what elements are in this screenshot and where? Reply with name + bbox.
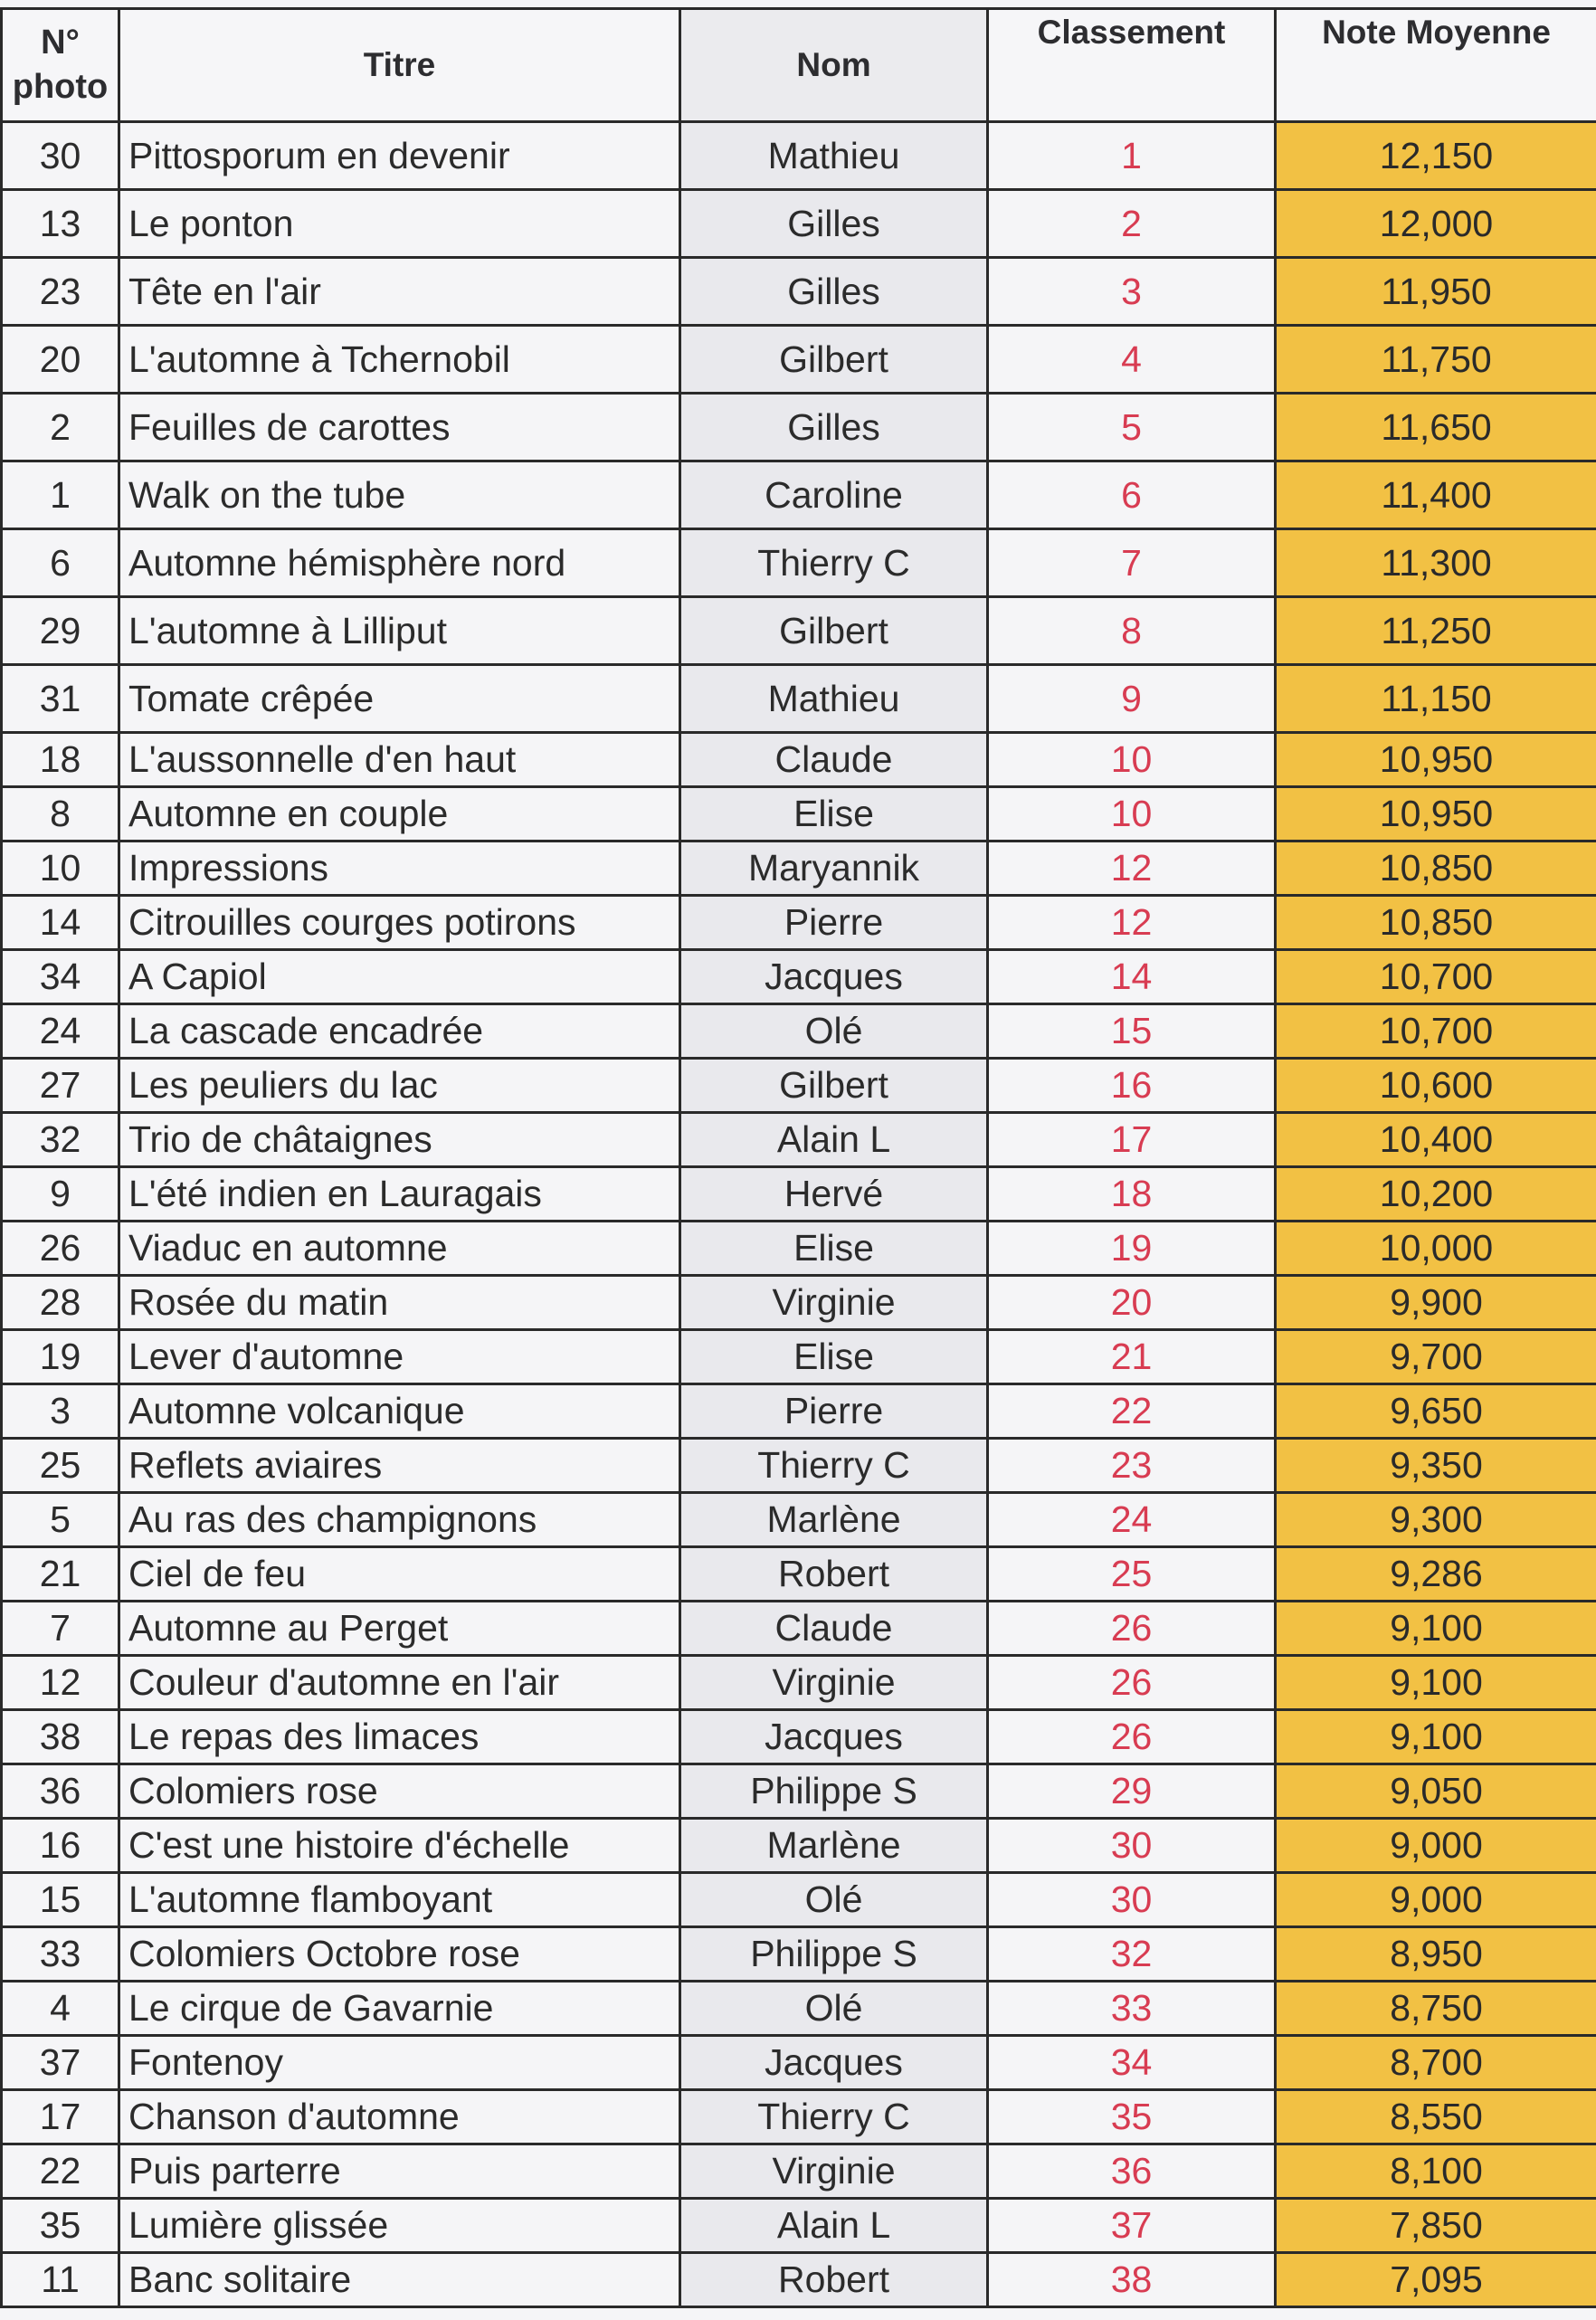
table-row [2,1764,1596,1819]
title-cell: Impressions [119,841,680,896]
table-row [2,394,1596,461]
average-score-cell: 9,100 [1276,1602,1596,1656]
rank-cell: 7 [988,529,1276,597]
average-score-cell: 11,150 [1276,665,1596,733]
name-cell: Elise [680,787,988,841]
average-score-cell: 12,000 [1276,190,1596,258]
header-photo-number-line1: N° [41,24,80,62]
rank-cell: 9 [988,665,1276,733]
title-cell: Viaduc en automne [119,1222,680,1276]
photo-number-cell: 21 [2,1547,119,1602]
average-score-cell: 10,950 [1276,733,1596,787]
name-cell: Philippe S [680,1764,988,1819]
table-row [2,529,1596,597]
table-row [2,190,1596,258]
title-cell: Le ponton [119,190,680,258]
table-row [2,1927,1596,1982]
title-cell: Fontenoy [119,2036,680,2090]
name-cell: Alain L [680,1113,988,1167]
average-score-cell: 10,000 [1276,1222,1596,1276]
name-cell: Marlène [680,1493,988,1547]
name-cell: Gilbert [680,597,988,665]
table-row [2,896,1596,950]
average-score-cell: 11,300 [1276,529,1596,597]
average-score-cell: 10,950 [1276,787,1596,841]
average-score-cell: 7,850 [1276,2199,1596,2253]
table-row [2,1276,1596,1330]
table-row [2,1384,1596,1439]
name-cell: Pierre [680,1384,988,1439]
name-cell: Virginie [680,2144,988,2199]
name-cell: Thierry C [680,1439,988,1493]
rank-cell: 3 [988,258,1276,326]
photo-number-cell: 1 [2,461,119,529]
name-cell: Robert [680,2253,988,2307]
photo-number-cell: 3 [2,1384,119,1439]
rank-cell: 37 [988,2199,1276,2253]
title-cell: Rosée du matin [119,1276,680,1330]
photo-number-cell: 5 [2,1493,119,1547]
rank-cell: 20 [988,1276,1276,1330]
rank-cell: 29 [988,1764,1276,1819]
rank-cell: 16 [988,1059,1276,1113]
rank-cell: 23 [988,1439,1276,1493]
rank-cell: 36 [988,2144,1276,2199]
average-score-cell: 10,700 [1276,950,1596,1004]
name-cell: Gilles [680,394,988,461]
name-cell: Robert [680,1547,988,1602]
table-row [2,2144,1596,2199]
title-cell: Automne en couple [119,787,680,841]
rank-cell: 10 [988,733,1276,787]
rank-cell: 26 [988,1656,1276,1710]
rank-cell: 15 [988,1004,1276,1059]
table-row [2,1113,1596,1167]
rank-cell: 12 [988,896,1276,950]
average-score-cell: 9,300 [1276,1493,1596,1547]
title-cell: L'automne à Tchernobil [119,326,680,394]
rank-cell: 22 [988,1384,1276,1439]
rank-cell: 25 [988,1547,1276,1602]
average-score-cell: 10,600 [1276,1059,1596,1113]
name-cell: Virginie [680,1656,988,1710]
photo-number-cell: 16 [2,1819,119,1873]
rank-cell: 17 [988,1113,1276,1167]
table-row [2,326,1596,394]
photo-number-cell: 8 [2,787,119,841]
average-score-cell: 10,200 [1276,1167,1596,1222]
header-title: Titre [119,9,680,122]
rank-cell: 6 [988,461,1276,529]
title-cell: Banc solitaire [119,2253,680,2307]
table-row [2,2036,1596,2090]
average-score-cell: 10,850 [1276,896,1596,950]
name-cell: Jacques [680,950,988,1004]
name-cell: Olé [680,1873,988,1927]
average-score-cell: 9,000 [1276,1873,1596,1927]
table-row [2,1710,1596,1764]
name-cell: Gilbert [680,1059,988,1113]
table-row [2,1493,1596,1547]
photo-number-cell: 33 [2,1927,119,1982]
photo-number-cell: 37 [2,2036,119,2090]
table-body [2,122,1596,2307]
average-score-cell: 9,700 [1276,1330,1596,1384]
name-cell: Gilbert [680,326,988,394]
photo-number-cell: 17 [2,2090,119,2144]
rank-cell: 38 [988,2253,1276,2307]
name-cell: Maryannik [680,841,988,896]
photo-number-cell: 23 [2,258,119,326]
photo-number-cell: 19 [2,1330,119,1384]
table-row [2,733,1596,787]
rank-cell: 32 [988,1927,1276,1982]
title-cell: A Capiol [119,950,680,1004]
table-row [2,2199,1596,2253]
title-cell: Feuilles de carottes [119,394,680,461]
photo-number-cell: 32 [2,1113,119,1167]
photo-number-cell: 12 [2,1656,119,1710]
average-score-cell: 10,700 [1276,1004,1596,1059]
table-row [2,787,1596,841]
title-cell: Tête en l'air [119,258,680,326]
rank-cell: 24 [988,1493,1276,1547]
table-row [2,950,1596,1004]
title-cell: L'été indien en Lauragais [119,1167,680,1222]
name-cell: Pierre [680,896,988,950]
rank-cell: 14 [988,950,1276,1004]
name-cell: Marlène [680,1819,988,1873]
header-row [2,9,1596,122]
title-cell: Automne volcanique [119,1384,680,1439]
rank-cell: 5 [988,394,1276,461]
photo-number-cell: 27 [2,1059,119,1113]
table-row [2,1656,1596,1710]
name-cell: Hervé [680,1167,988,1222]
name-cell: Alain L [680,2199,988,2253]
title-cell: Lever d'automne [119,1330,680,1384]
photo-number-cell: 26 [2,1222,119,1276]
average-score-cell: 8,550 [1276,2090,1596,2144]
title-cell: Trio de châtaignes [119,1113,680,1167]
table-header [2,9,1596,122]
header-average-score: Note Moyenne [1276,9,1596,122]
table-row [2,461,1596,529]
name-cell: Caroline [680,461,988,529]
rank-cell: 21 [988,1330,1276,1384]
rank-cell: 35 [988,2090,1276,2144]
name-cell: Thierry C [680,2090,988,2144]
rank-cell: 30 [988,1819,1276,1873]
photo-number-cell: 30 [2,122,119,190]
table-row [2,665,1596,733]
rank-cell: 33 [988,1982,1276,2036]
rank-cell: 26 [988,1602,1276,1656]
title-cell: Tomate crêpée [119,665,680,733]
title-cell: Reflets aviaires [119,1439,680,1493]
photo-number-cell: 31 [2,665,119,733]
name-cell: Olé [680,1982,988,2036]
results-table [0,7,1596,2308]
title-cell: Au ras des champignons [119,1493,680,1547]
title-cell: Le repas des limaces [119,1710,680,1764]
average-score-cell: 9,286 [1276,1547,1596,1602]
rank-cell: 26 [988,1710,1276,1764]
average-score-cell: 11,750 [1276,326,1596,394]
table-row [2,1873,1596,1927]
photo-number-cell: 10 [2,841,119,896]
title-cell: L'automne à Lilliput [119,597,680,665]
name-cell: Elise [680,1330,988,1384]
name-cell: Gilles [680,258,988,326]
name-cell: Claude [680,733,988,787]
photo-number-cell: 29 [2,597,119,665]
average-score-cell: 9,100 [1276,1710,1596,1764]
average-score-cell: 8,750 [1276,1982,1596,2036]
average-score-cell: 9,000 [1276,1819,1596,1873]
photo-number-cell: 22 [2,2144,119,2199]
rank-cell: 34 [988,2036,1276,2090]
table-row [2,1222,1596,1276]
photo-number-cell: 13 [2,190,119,258]
table-row [2,597,1596,665]
name-cell: Olé [680,1004,988,1059]
title-cell: Le cirque de Gavarnie [119,1982,680,2036]
table-row [2,1819,1596,1873]
title-cell: Ciel de feu [119,1547,680,1602]
rank-cell: 12 [988,841,1276,896]
name-cell: Mathieu [680,122,988,190]
title-cell: Citrouilles courges potirons [119,896,680,950]
average-score-cell: 11,250 [1276,597,1596,665]
title-cell: Colomiers Octobre rose [119,1927,680,1982]
table-row [2,258,1596,326]
rank-cell: 18 [988,1167,1276,1222]
photo-number-cell: 20 [2,326,119,394]
average-score-cell: 7,095 [1276,2253,1596,2307]
average-score-cell: 9,650 [1276,1384,1596,1439]
name-cell: Claude [680,1602,988,1656]
title-cell: Couleur d'automne en l'air [119,1656,680,1710]
table-row [2,122,1596,190]
photo-number-cell: 6 [2,529,119,597]
header-photo-number [2,9,119,122]
table-row [2,1167,1596,1222]
table-row [2,2090,1596,2144]
average-score-cell: 11,400 [1276,461,1596,529]
rank-cell: 8 [988,597,1276,665]
average-score-cell: 10,850 [1276,841,1596,896]
table-row [2,841,1596,896]
rank-cell: 4 [988,326,1276,394]
average-score-cell: 9,900 [1276,1276,1596,1330]
average-score-cell: 11,950 [1276,258,1596,326]
average-score-cell: 10,400 [1276,1113,1596,1167]
name-cell: Philippe S [680,1927,988,1982]
photo-number-cell: 28 [2,1276,119,1330]
rank-cell: 19 [988,1222,1276,1276]
table-row [2,2253,1596,2307]
photo-number-cell: 11 [2,2253,119,2307]
title-cell: La cascade encadrée [119,1004,680,1059]
name-cell: Jacques [680,2036,988,2090]
photo-number-cell: 15 [2,1873,119,1927]
average-score-cell: 9,100 [1276,1656,1596,1710]
title-cell: Automne au Perget [119,1602,680,1656]
header-photo-number-line2: photo [12,68,109,106]
table-row [2,1004,1596,1059]
rank-cell: 2 [988,190,1276,258]
photo-number-cell: 25 [2,1439,119,1493]
average-score-cell: 9,050 [1276,1764,1596,1819]
rank-cell: 10 [988,787,1276,841]
photo-number-cell: 4 [2,1982,119,2036]
table-row [2,1059,1596,1113]
name-cell: Gilles [680,190,988,258]
title-cell: Puis parterre [119,2144,680,2199]
photo-number-cell: 14 [2,896,119,950]
table-row [2,1547,1596,1602]
rank-cell: 1 [988,122,1276,190]
title-cell: L'automne flamboyant [119,1873,680,1927]
title-cell: Pittosporum en devenir [119,122,680,190]
title-cell: Colomiers rose [119,1764,680,1819]
photo-number-cell: 18 [2,733,119,787]
title-cell: Chanson d'automne [119,2090,680,2144]
average-score-cell: 8,100 [1276,2144,1596,2199]
title-cell: C'est une histoire d'échelle [119,1819,680,1873]
table-row [2,1602,1596,1656]
name-cell: Mathieu [680,665,988,733]
rank-cell: 30 [988,1873,1276,1927]
photo-number-cell: 36 [2,1764,119,1819]
title-cell: Lumière glissée [119,2199,680,2253]
title-cell: Walk on the tube [119,461,680,529]
name-cell: Elise [680,1222,988,1276]
photo-number-cell: 35 [2,2199,119,2253]
title-cell: L'aussonnelle d'en haut [119,733,680,787]
average-score-cell: 11,650 [1276,394,1596,461]
name-cell: Virginie [680,1276,988,1330]
photo-number-cell: 2 [2,394,119,461]
name-cell: Jacques [680,1710,988,1764]
photo-number-cell: 7 [2,1602,119,1656]
average-score-cell: 8,950 [1276,1927,1596,1982]
average-score-cell: 8,700 [1276,2036,1596,2090]
photo-number-cell: 9 [2,1167,119,1222]
title-cell: Les peuliers du lac [119,1059,680,1113]
photo-number-cell: 38 [2,1710,119,1764]
name-cell: Thierry C [680,529,988,597]
table-row [2,1330,1596,1384]
table-row [2,1982,1596,2036]
photo-number-cell: 34 [2,950,119,1004]
average-score-cell: 9,350 [1276,1439,1596,1493]
title-cell: Automne hémisphère nord [119,529,680,597]
table-row [2,1439,1596,1493]
photo-number-cell: 24 [2,1004,119,1059]
header-name: Nom [680,9,988,122]
header-rank: Classement [988,9,1276,122]
average-score-cell: 12,150 [1276,122,1596,190]
